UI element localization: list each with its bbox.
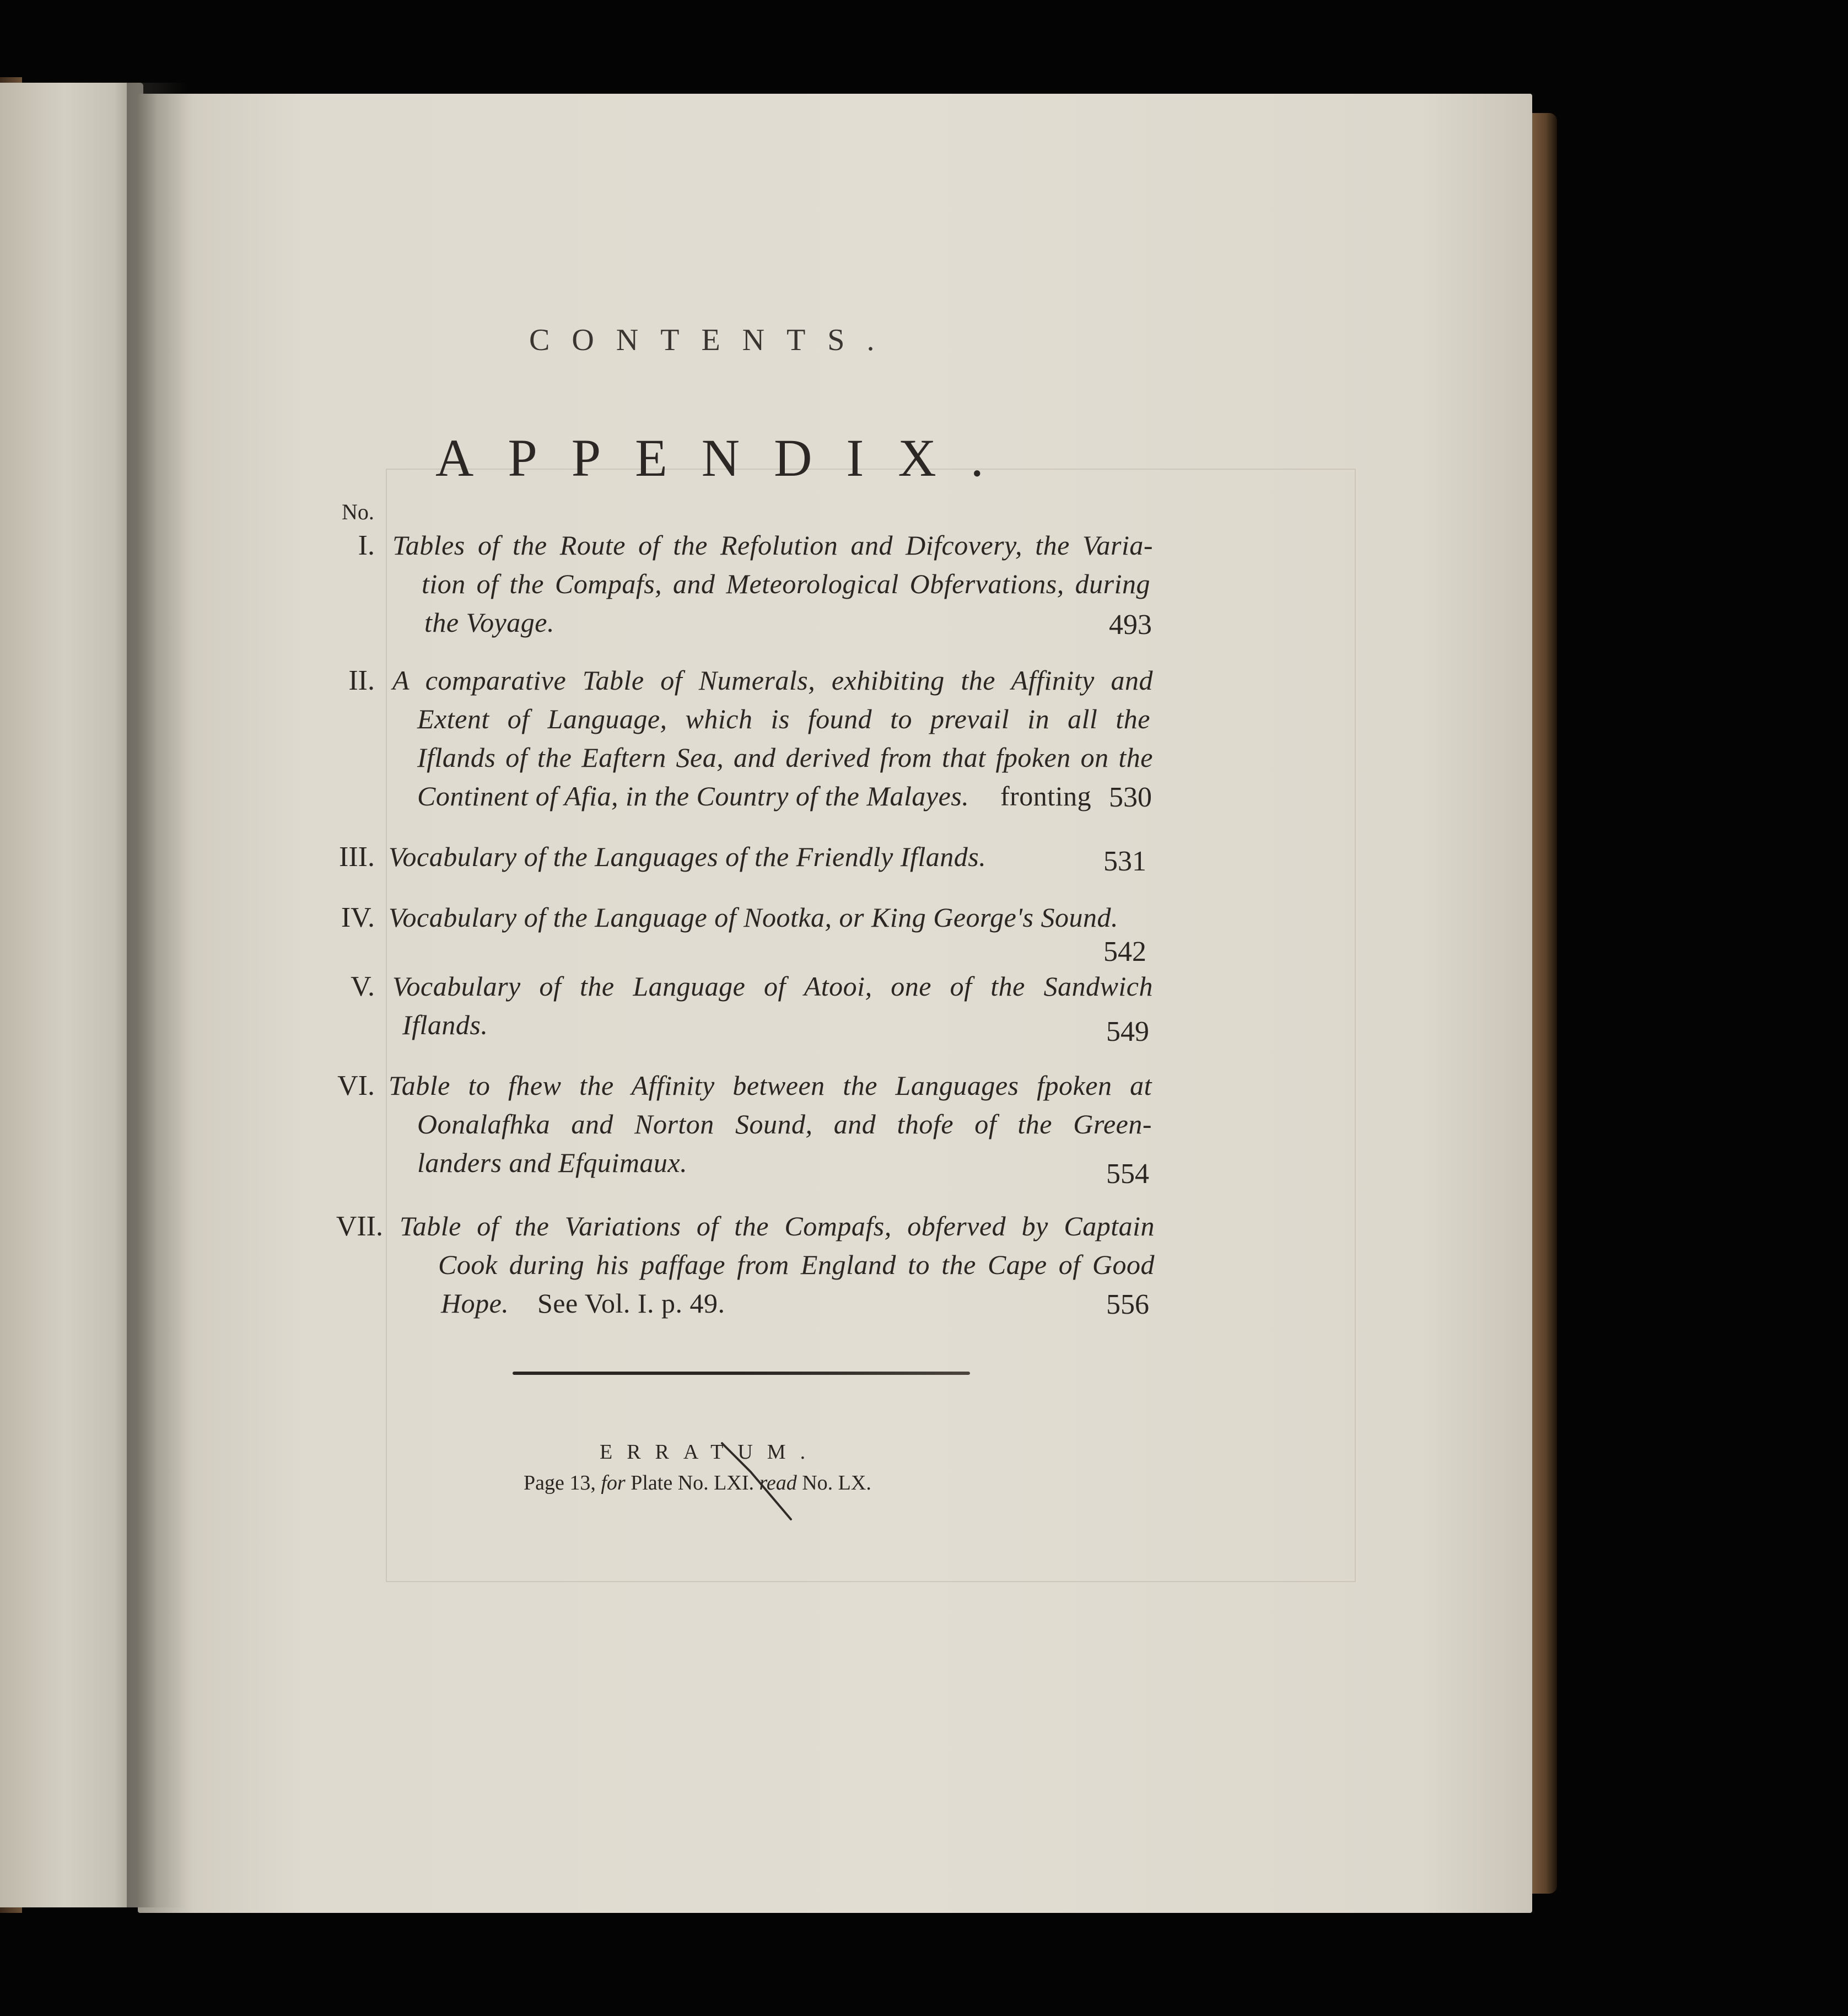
entry-3-line-1: Vocabulary of the Languages of the Friendly Iflands.	[389, 841, 987, 872]
erratum-for: for	[601, 1471, 626, 1494]
entry-6-line-3: landers and Efquimaux.	[417, 1147, 688, 1178]
number-label: No.	[342, 499, 374, 524]
entry-7-line-2: Cook during his paffage from England to the Cape of Good	[438, 1249, 1155, 1280]
entry-2-line-1: A comparative Table of Numerals, exhibiting the Affinity and	[392, 665, 1153, 696]
spine-shadow	[127, 83, 187, 1907]
entry-number-2: II.	[348, 665, 375, 696]
entry-2-line-3: Iflands of the Eaftern Sea, and derived from that fpoken on the	[417, 742, 1153, 773]
entry-1-line-2: tion of the Compafs, and Meteorological Obfervations, during	[422, 568, 1150, 599]
entry-6-line-1: Table to fhew the Affinity between the Languages fpoken at	[389, 1070, 1152, 1101]
erratum-prefix: Page 13,	[524, 1471, 596, 1494]
erratum-end: No. LX.	[802, 1471, 871, 1494]
entry-1-line-1: Tables of the Route of the Refolution and Difcovery, the Varia-	[392, 530, 1153, 561]
erratum-read: read	[759, 1471, 797, 1494]
entry-7-suffix: See Vol. I. p. 49.	[537, 1288, 725, 1319]
entry-2-page: 530	[1109, 782, 1152, 813]
entry-7-page: 556	[1106, 1289, 1149, 1320]
entry-number-7: VII.	[336, 1211, 383, 1242]
erratum-title: ERRATUM.	[600, 1440, 820, 1464]
entry-5-line-1: Vocabulary of the Language of Atooi, one of the Sandwich	[392, 971, 1153, 1002]
section-divider	[513, 1372, 970, 1375]
appendix-title: APPENDIX.	[435, 428, 1018, 487]
contents-header: CONTENTS.	[529, 323, 897, 357]
left-page	[0, 83, 143, 1907]
entry-1-line-3: the Voyage.	[424, 607, 554, 638]
entry-6-line-2: Oonalafhka and Norton Sound, and thofe of the Green-	[417, 1109, 1152, 1139]
entry-1-page: 493	[1109, 609, 1152, 641]
erratum-line	[524, 1471, 871, 1495]
entry-4-page: 542	[1103, 936, 1146, 967]
entry-number-1: I.	[358, 530, 375, 561]
entry-4-line-1: Vocabulary of the Language of Nootka, or King George's Sound.	[389, 902, 1118, 933]
entry-2-suffix: fronting	[1000, 781, 1092, 811]
entry-5-page: 549	[1106, 1016, 1149, 1047]
entry-3-page: 531	[1103, 846, 1146, 877]
entry-5-line-2: Iflands.	[402, 1009, 488, 1040]
entry-number-3: III.	[339, 841, 375, 873]
entry-6-page: 554	[1106, 1158, 1149, 1190]
entry-7-line-3: Hope.	[441, 1288, 509, 1319]
entry-2-line-4: Continent of Afia, in the Country of the Malayes.	[417, 781, 969, 811]
handwritten-correction-mark	[716, 1438, 797, 1520]
entry-number-4: IV.	[341, 902, 375, 933]
erratum-middle: Plate No. LXI.	[631, 1471, 754, 1494]
entry-number-5: V.	[351, 971, 375, 1002]
entry-2-line-2: Extent of Language, which is found to prevail in all the	[417, 703, 1150, 734]
entry-number-6: VI.	[337, 1070, 375, 1101]
entry-7-line-1: Table of the Variations of the Compafs, obferved by Captain	[400, 1211, 1155, 1241]
